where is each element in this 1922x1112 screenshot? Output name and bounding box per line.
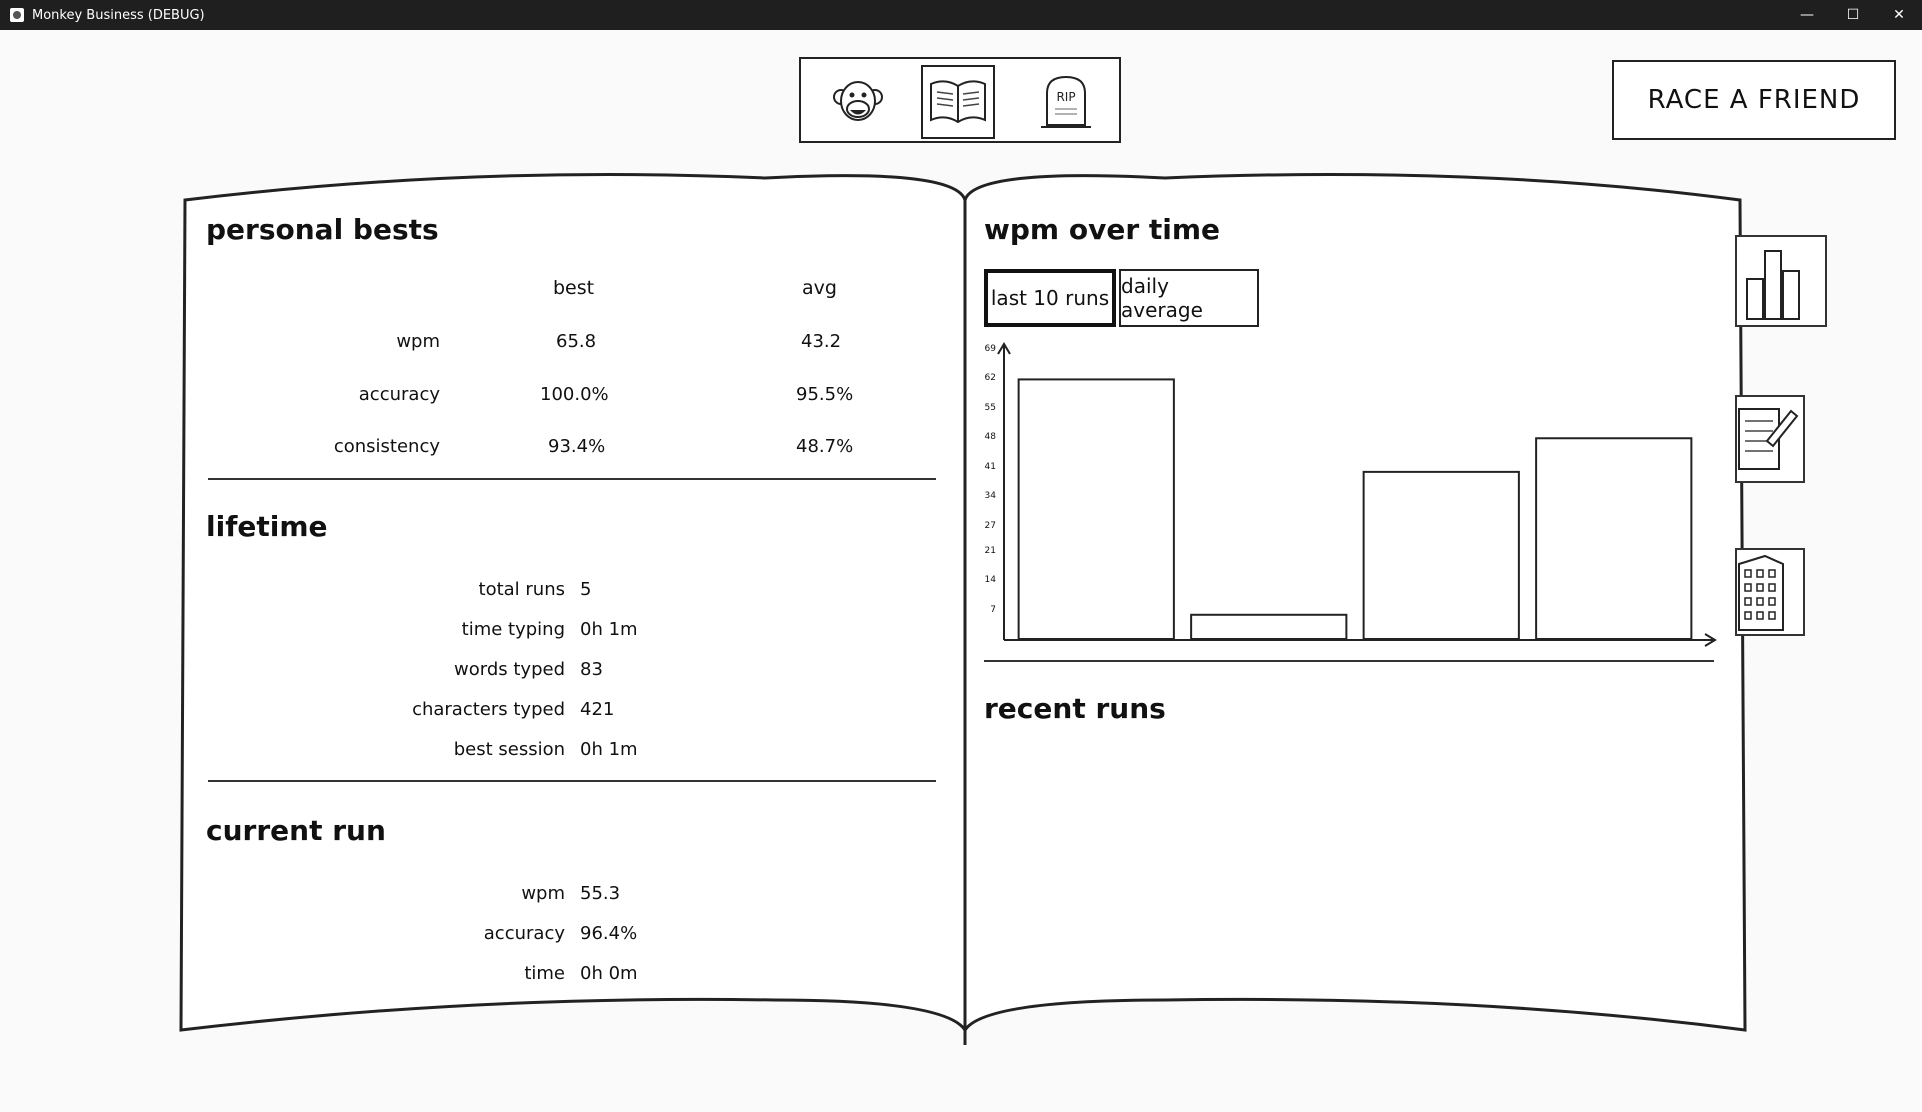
pb-row-best: 93.4% <box>548 436 606 457</box>
tab-graveyard[interactable] <box>1029 65 1103 139</box>
notepad-pencil-icon <box>1737 397 1803 481</box>
rip-text: RIP <box>1056 90 1076 104</box>
current-run-label: time <box>524 963 565 984</box>
current-run-value: 55.3 <box>580 883 621 904</box>
tab-stats-book[interactable] <box>921 65 995 139</box>
open-book-icon <box>927 76 989 128</box>
current-run-label: accuracy <box>483 923 565 944</box>
lifetime-value: 421 <box>580 699 615 720</box>
lifetime-label: time typing <box>461 619 565 640</box>
lifetime-value: 5 <box>580 579 592 600</box>
y-tick-label: 62 <box>984 373 996 384</box>
wpm-bar <box>1364 472 1519 639</box>
pb-row-best: 100.0% <box>540 384 609 405</box>
maximize-icon[interactable]: ☐ <box>1846 7 1860 23</box>
close-icon[interactable]: ✕ <box>1893 7 1905 23</box>
y-tick-label: 69 <box>984 344 996 354</box>
pb-row-avg: 43.2 <box>801 331 842 352</box>
tab-monkey[interactable] <box>821 65 895 139</box>
personal-bests-col-avg: avg <box>802 277 837 299</box>
side-tab-stats[interactable] <box>1735 235 1827 327</box>
y-tick-label: 27 <box>984 520 996 531</box>
current-run-title: current run <box>206 814 386 847</box>
lifetime-label: words typed <box>454 659 565 680</box>
wpm-chart-svg <box>980 340 1720 660</box>
pb-row-avg: 95.5% <box>796 384 854 405</box>
y-tick-label: 7 <box>990 604 996 615</box>
current-run-label: wpm <box>521 883 565 904</box>
y-tick-label: 14 <box>984 575 996 586</box>
y-tick-label: 48 <box>984 432 996 443</box>
lifetime-label: characters typed <box>412 699 565 720</box>
section-divider <box>208 780 936 782</box>
y-tick-label: 21 <box>984 545 996 556</box>
section-divider <box>208 478 936 480</box>
y-tick-label: 34 <box>984 491 996 502</box>
last-10-runs-toggle[interactable]: last 10 runs <box>984 269 1116 327</box>
recent-runs-title: recent runs <box>984 692 1166 725</box>
minimize-icon[interactable]: — <box>1800 7 1814 23</box>
side-tab-building[interactable] <box>1735 548 1805 636</box>
building-icon <box>1737 550 1803 634</box>
pb-row-label: accuracy <box>358 384 440 405</box>
bar-chart-icon <box>1737 237 1825 325</box>
window-title: Monkey Business (DEBUG) <box>32 7 205 23</box>
daily-average-toggle[interactable]: daily average <box>1119 269 1259 327</box>
wpm-over-time-title: wpm over time <box>984 213 1221 246</box>
lifetime-label: total runs <box>478 579 565 600</box>
wpm-bar <box>1191 615 1346 639</box>
personal-bests-title: personal bests <box>206 213 439 246</box>
app-canvas <box>0 30 1922 1112</box>
personal-bests-col-best: best <box>553 277 595 299</box>
monkey-face-icon <box>829 73 887 131</box>
pb-row-best: 65.8 <box>556 331 597 352</box>
lifetime-title: lifetime <box>206 510 328 543</box>
race-a-friend-button[interactable]: RACE A FRIEND <box>1612 60 1896 140</box>
lifetime-value: 0h 1m <box>580 739 638 760</box>
window-controls <box>1784 0 1922 30</box>
section-divider <box>984 660 1714 662</box>
top-tab-bar <box>799 57 1121 143</box>
app-icon <box>10 8 24 22</box>
tombstone-rip-icon <box>1037 73 1095 131</box>
wpm-chart <box>980 340 1720 660</box>
wpm-bar <box>1536 438 1691 639</box>
window-titlebar <box>0 0 1922 30</box>
current-run-value: 96.4% <box>580 923 638 944</box>
wpm-bar <box>1019 379 1174 639</box>
pb-row-label: consistency <box>333 436 440 457</box>
lifetime-label: best session <box>453 739 565 760</box>
y-tick-label: 41 <box>984 461 996 472</box>
pb-row-avg: 48.7% <box>796 436 854 457</box>
y-tick-label: 55 <box>984 402 996 413</box>
pb-row-label: wpm <box>396 331 440 352</box>
current-run-value: 0h 0m <box>580 963 638 984</box>
lifetime-value: 0h 1m <box>580 619 638 640</box>
side-tab-notes[interactable] <box>1735 395 1805 483</box>
lifetime-value: 83 <box>580 659 603 680</box>
